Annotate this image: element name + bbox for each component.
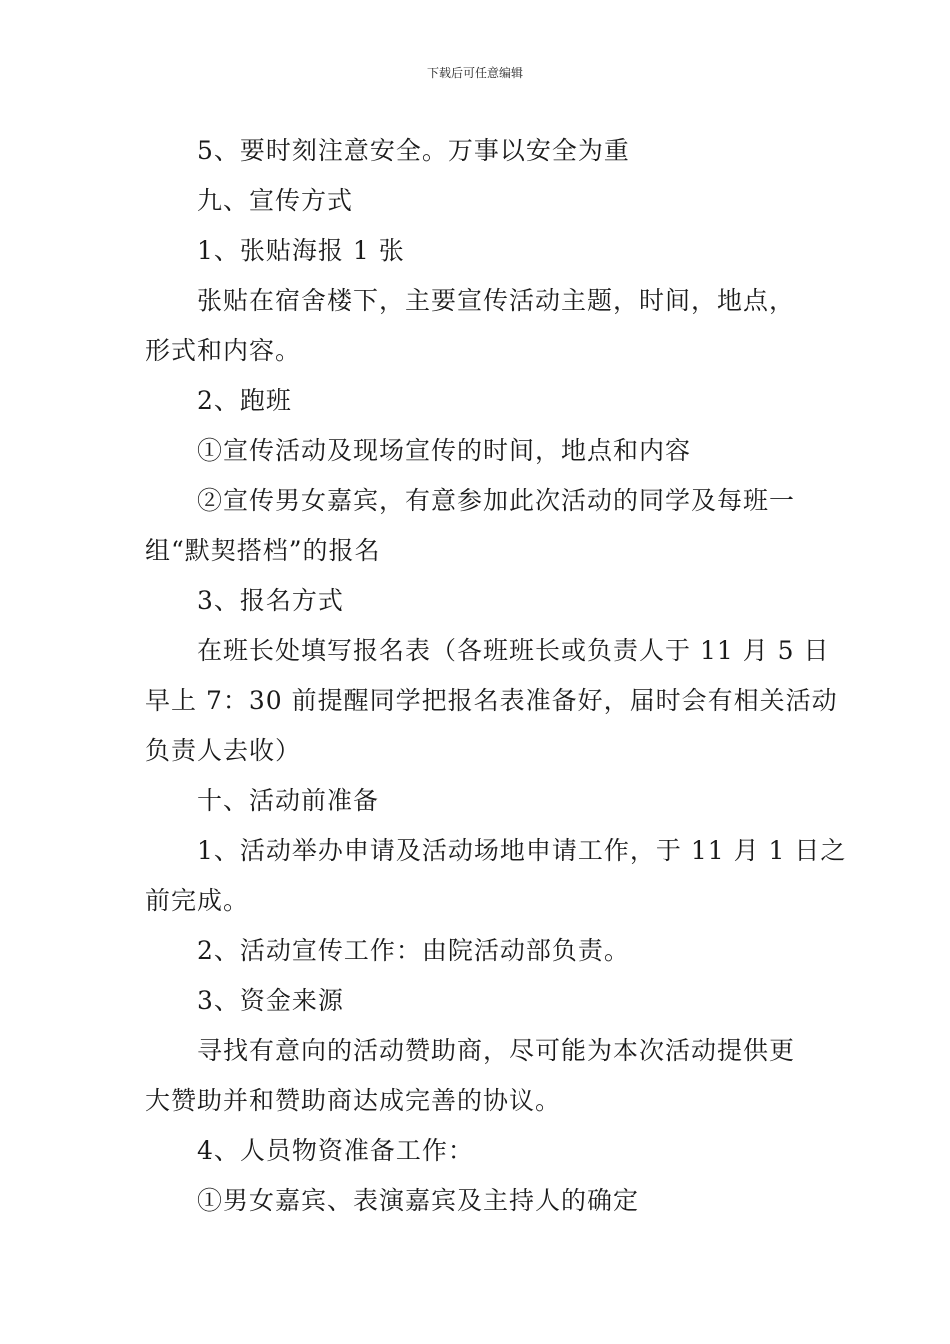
section-heading: 九、宣传方式: [197, 186, 354, 215]
text-line: 3、报名方式: [197, 586, 344, 615]
document-body: [145, 126, 847, 1226]
text-line: ②宣传男女嘉宾，有意参加此次活动的同学及每班一: [197, 486, 796, 515]
text-line: 在班长处填写报名表（各班班长或负责人于 11 月 5 日: [197, 636, 830, 665]
text-line: 1、活动举办申请及活动场地申请工作，于 11 月 1 日之: [197, 836, 847, 865]
text-line: 寻找有意向的活动赞助商，尽可能为本次活动提供更: [197, 1036, 796, 1065]
text-line: 早上 7：30 前提醒同学把报名表准备好，届时会有相关活动: [145, 686, 838, 715]
text-line: 5、要时刻注意安全。万事以安全为重: [197, 136, 630, 165]
text-line: ①男女嘉宾、表演嘉宾及主持人的确定: [197, 1186, 640, 1215]
text-line: 形式和内容。: [145, 336, 302, 365]
text-line: 2、跑班: [197, 386, 292, 415]
text-line: 4、人员物资准备工作：: [197, 1136, 474, 1165]
text-line: 3、资金来源: [197, 986, 344, 1015]
text-line: ①宣传活动及现场宣传的时间，地点和内容: [197, 436, 692, 465]
text-line: 负责人去收）: [145, 736, 302, 765]
text-line: 1、张贴海报 1 张: [197, 236, 405, 265]
text-line: 前完成。: [145, 886, 250, 915]
text-line: 大赞助并和赞助商达成完善的协议。: [145, 1086, 562, 1115]
section-heading: 十、活动前准备: [197, 786, 380, 815]
text-line: 2、活动宣传工作：由院活动部负责。: [197, 936, 630, 965]
text-line: 张贴在宿舍楼下，主要宣传活动主题，时间，地点，: [197, 286, 796, 315]
page-header: 下载后可任意编辑: [426, 66, 523, 80]
text-line: 组“默契搭档”的报名: [145, 536, 381, 565]
